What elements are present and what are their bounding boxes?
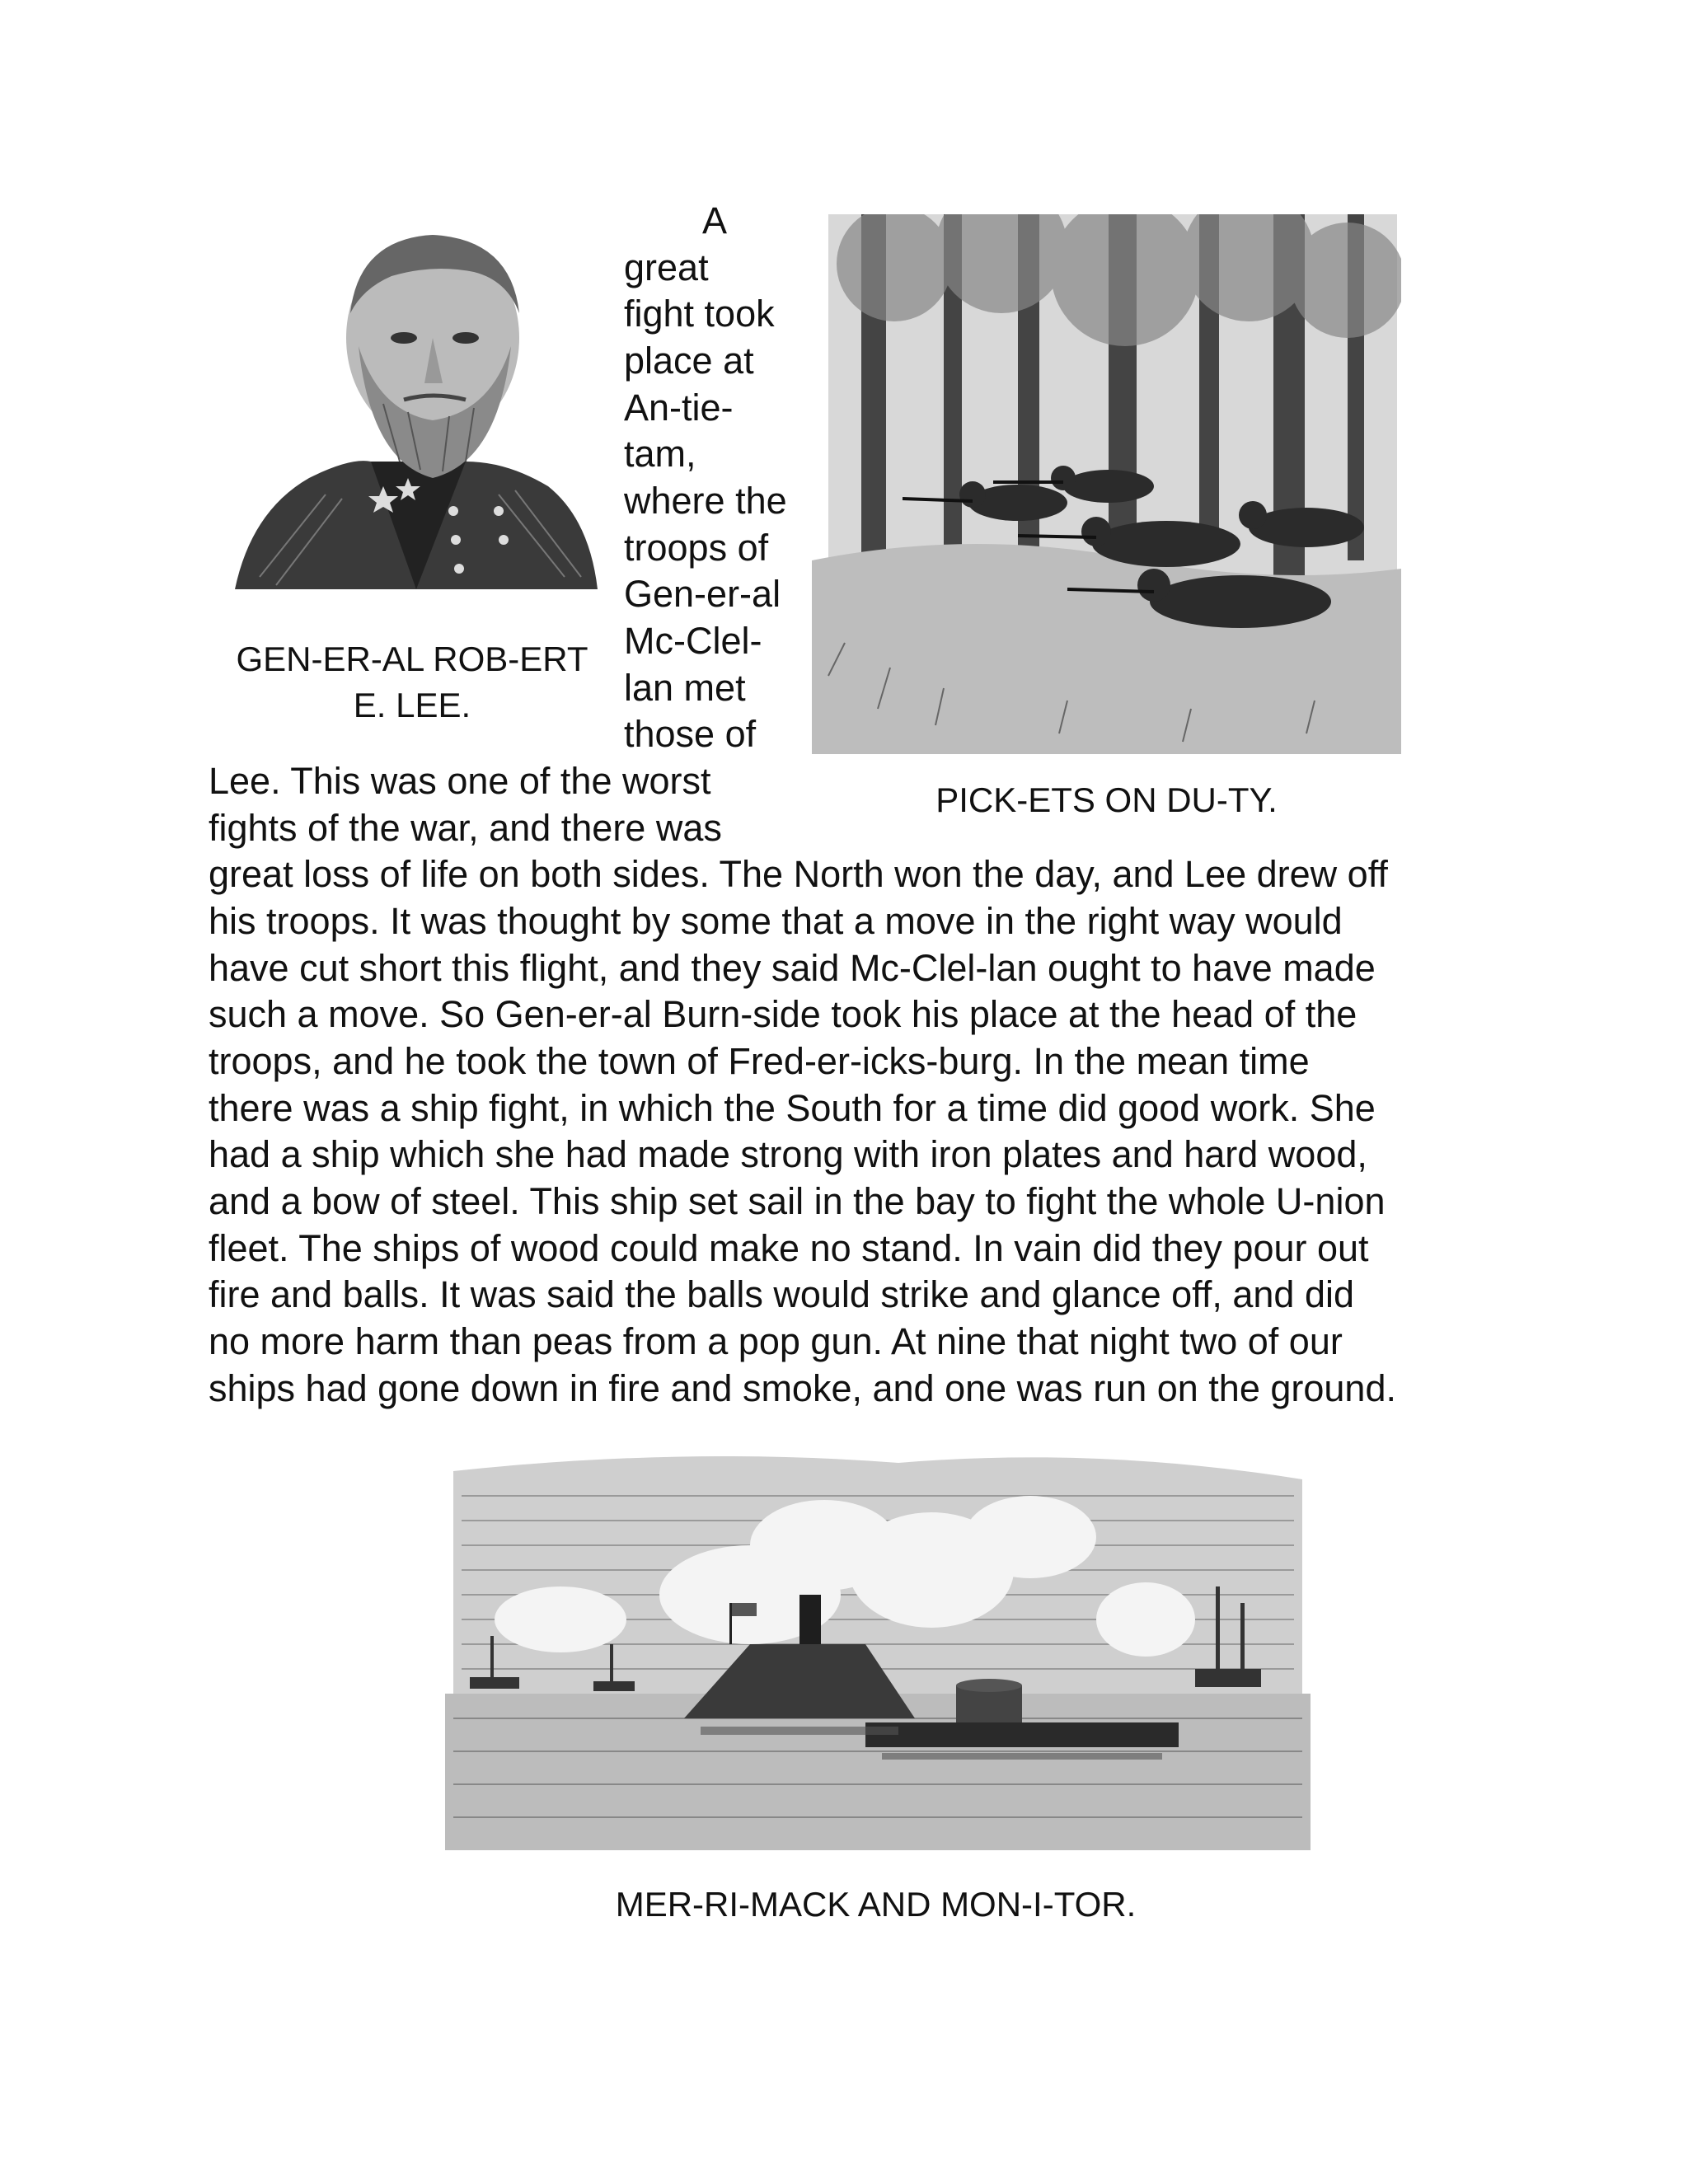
narrow-text-line: troops of bbox=[624, 527, 769, 569]
lee-portrait-illustration bbox=[227, 214, 602, 589]
pickets-image bbox=[812, 214, 1401, 754]
narrow-text-line: place at bbox=[624, 340, 754, 382]
narrow-text-line: those of bbox=[624, 713, 757, 755]
narrow-text-line: Gen-er-al bbox=[624, 573, 781, 615]
narrow-text-line: fight took bbox=[624, 293, 775, 335]
lee-caption-line-1: GEN-ER-AL ROB-ERT bbox=[236, 640, 588, 678]
narrow-text-line: An-tie- bbox=[624, 387, 734, 429]
lee-portrait-image bbox=[227, 214, 602, 589]
full-text-line: fire and balls. It was said the balls would strike and glance off, and did bbox=[209, 1273, 1354, 1315]
narrow-text-line: where the bbox=[624, 480, 787, 522]
full-text-line: ships had gone down in fire and smoke, and one was run on the ground. bbox=[209, 1367, 1396, 1409]
full-text-line: his troops. It was thought by some that a move in the right way would bbox=[209, 900, 1343, 942]
half-text-line: fights of the war, and there was bbox=[209, 807, 722, 849]
ships-caption: MER-RI-MACK AND MON-I-TOR. bbox=[615, 1885, 1137, 1924]
full-text-line: fleet. The ships of wood could make no stand. In vain did they pour out bbox=[209, 1227, 1369, 1269]
narrow-text-line: Mc-Clel- bbox=[624, 620, 762, 662]
half-text-line: Lee. This was one of the worst bbox=[209, 760, 711, 802]
narrow-text-line: A bbox=[702, 199, 728, 241]
ships-image bbox=[437, 1446, 1315, 1858]
ships-illustration bbox=[437, 1446, 1315, 1858]
full-text-line: great loss of life on both sides. The North won the day, and Lee drew off bbox=[209, 853, 1388, 895]
full-text-line: have cut short this flight, and they said Mc-Clel-lan ought to have made bbox=[209, 947, 1376, 989]
narrow-text-line: great bbox=[624, 246, 709, 288]
full-text-line: had a ship which she had made strong with iron plates and hard wood, bbox=[209, 1133, 1367, 1175]
full-text-line: and a bow of steel. This ship set sail in the bay to fight the whole U-nion bbox=[209, 1180, 1386, 1222]
lee-caption-line-2: E. LEE. bbox=[353, 686, 471, 724]
full-text-line: no more harm than peas from a pop gun. At nine that night two of our bbox=[209, 1320, 1343, 1362]
narrow-text-line: lan met bbox=[624, 667, 746, 709]
narrow-text-line: tam, bbox=[624, 433, 696, 475]
full-text-line: troops, and he took the town of Fred-er-icks-burg. In the mean time bbox=[209, 1040, 1310, 1082]
pickets-illustration bbox=[812, 214, 1401, 754]
pickets-caption: PICK-ETS ON DU-TY. bbox=[935, 780, 1278, 819]
full-text-line: such a move. So Gen-er-al Burn-side took his place at the head of the bbox=[209, 993, 1357, 1035]
full-text-line: there was a ship fight, in which the South for a time did good work. She bbox=[209, 1087, 1376, 1129]
